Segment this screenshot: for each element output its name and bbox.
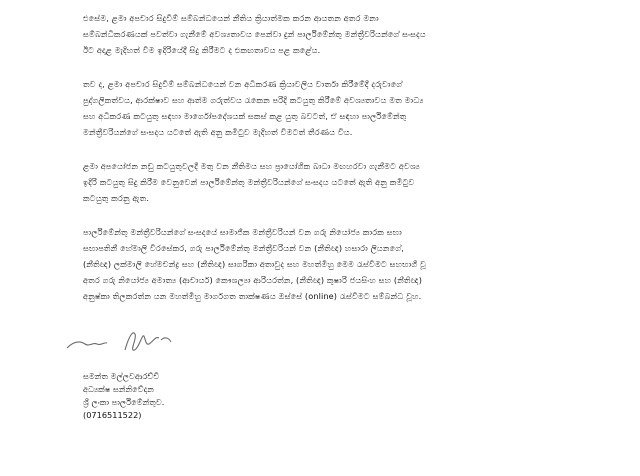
- paragraph-subcommittee: [83, 158, 590, 206]
- paragraph-line: සභාපතිනී හේමාලි වීරසේකර, ගරු පාර්ලිමේන්තු මන්ත්‍රීවරියන් වන (නීතිඥ) හසාරා ලියනගේ,: [83, 243, 404, 253]
- signer-name: සමන්ත මල්ලවආරච්චි: [83, 371, 160, 381]
- signer-title: අධ්‍යක්ෂ සන්නිවේදන: [83, 384, 154, 394]
- signer-block: [83, 370, 590, 422]
- paragraph-line: අනුෂ්කා තිලකරත්න යන මහත්මීහු මාර්ගගත තාක්ෂණය ඔස්සේ (online) රැස්වීමට සම්බන්ධ වූහ.: [83, 291, 422, 301]
- paragraph-line: එසේම, ළමා අපචාර සිදුවීම් සම්බන්ධයෙන් නීතිය ක්‍රියාත්මක කරන ආයතන අතර මනා: [83, 13, 379, 23]
- signer-office: ශ්‍රී ලංකා පාර්ලිමේන්තුව.: [83, 397, 165, 407]
- paragraph-line: ඊට අදාළ මැදිහත් වීම ඉදිරියේදී සිදු කිරීමට ද එකඟතාවය පළ කළේය.: [83, 45, 321, 55]
- paragraph-attendees: [83, 224, 590, 304]
- paragraph-line: ළමා අපයෝජන නඩු කටයුතුවලදී මතු වන නීතිමය සහ ප්‍රායෝගික බාධා මඟහරවා ගැනීමට අවශ්‍ය: [83, 161, 420, 171]
- paragraph-line: පාර්ලිමේන්තු මන්ත්‍රීවරියන්ගේ සංසදයේ සාමාජික මන්ත්‍රීවරියන් වන ගරු නියෝජ්‍ය කාරක සභා: [83, 227, 402, 237]
- paragraph-line: සහ අධිකරණ කටයුතු සඳහා මාර්ගෝපදේශයක් සකස් කළ යුතු බවටත්, ඒ සඳහා පාර්ලිමේන්තු: [83, 111, 407, 121]
- paragraph-line: (නීතිඥ) ලක්මාලි හේමචන්ද්‍ර සහ (නීතිඥ) සාගරිකා අතාවුද සහ මහත්මීහු මෙම රැස්වීමට සහභාගී වූ: [83, 259, 427, 269]
- paragraph-line: තව ද, ළමා අපචාර සිදුවීම් සම්බන්ධයෙන් වන අධිකරණ ක්‍රියාවලිය වාර්තා කිරීමේදී දරුවාගේ: [83, 79, 403, 89]
- paragraph-line: මන්ත්‍රීවරියන්ගේ සංසදය යටතේ ඇති අනු කමිටුව මැදිහත් වීමටත් තීරණය විය.: [83, 127, 353, 137]
- paragraph-line: අතර ගරු නියෝජ්‍ය අමාත්‍ය (ආචාර්ය) කෞශල්‍යා ආරියරත්න, (නීතිඥ) කුෂාරි ජයසිංහ සහ (නීතිඥ): [83, 275, 423, 285]
- paragraph-media-guidelines: [83, 76, 590, 140]
- paragraph-line: ඉදිරි කටයුතු සිදු කිරීම වෙනුවෙන් පාර්ලිමේන්තු මන්ත්‍රීවරියන්ගේ සංසදය යටතේ ඇති අනු කමිටුව: [83, 177, 415, 187]
- signature-area: [83, 322, 590, 362]
- signer-phone: (0716511522): [83, 410, 142, 420]
- paragraph-line: පුද්ගලිකත්වය, ආරක්ෂාව සහ ආත්ම ගරුත්වය රැකෙන පරිදි කටයුතු කිරීමේ අවශ්‍යතාවය මත මාධ්‍ය: [83, 95, 424, 105]
- paragraph-line: කටයුතු කරනු ඇත.: [83, 193, 150, 203]
- paragraph-coordination: [83, 10, 590, 58]
- paragraph-line: සම්බන්ධීකරණයක් පවත්වා ගැනීමේ අවශ්‍යතාවය පෙන්වා දුන් පාර්ලිමේන්තු මන්ත්‍රීවරියන්ගේ සංසදය: [83, 29, 426, 39]
- handwritten-signature: [63, 322, 183, 362]
